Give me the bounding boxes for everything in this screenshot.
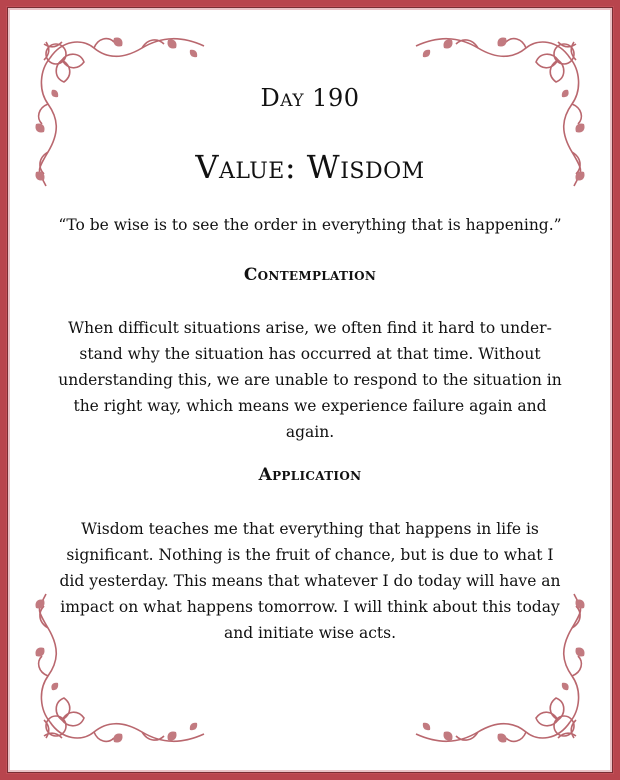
page-title: Value: Wisdom	[195, 148, 425, 186]
page-content	[48, 8, 572, 772]
page-card	[7, 7, 613, 773]
application-text: Wisdom teaches me that everything that happens in life is significant. Nothing is the fruit of chance, but is due to what I did yesterday. This means that whatever I do today will have an impact on what happens tomorrow. I will think about this today and initiate wise acts.	[59, 520, 561, 642]
quote: “To be wise is to see the order in everything that is happening.”	[58, 216, 562, 234]
application-heading: Application	[258, 465, 362, 485]
contemplation-heading: Contemplation	[243, 265, 377, 285]
day-label: Day 190	[260, 84, 360, 112]
contemplation-text: When difficult situations arise, we often find it hard to under-stand why the situation has occurred at that time. Without understanding this, we are unable to respond to the situation in the right way, which means we experience failure again and again.	[58, 319, 562, 441]
